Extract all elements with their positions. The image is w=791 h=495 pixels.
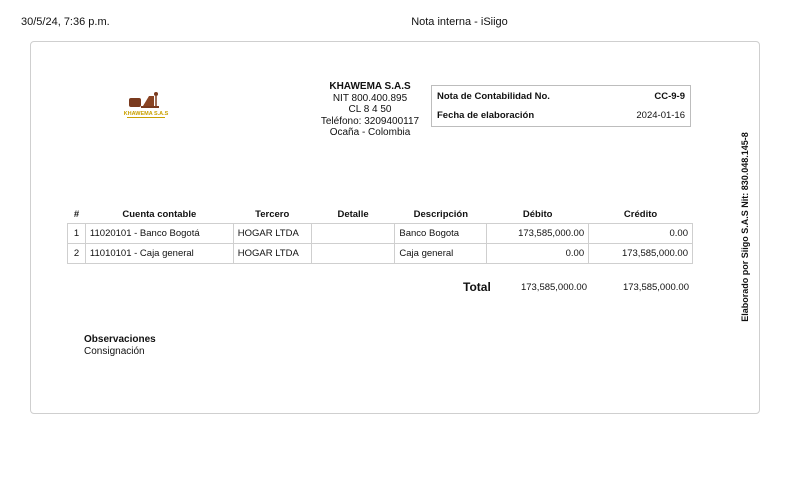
column-header: Tercero	[255, 208, 290, 220]
debit-cell: 173,585,000.00	[487, 224, 589, 244]
company-address: CL 8 4 50	[348, 104, 392, 115]
svg-text:KHAWEMA S.A.S: KHAWEMA S.A.S	[123, 111, 169, 117]
detail-cell	[311, 224, 395, 244]
voucher-type-label: Nota de Contabilidad No.	[437, 91, 550, 102]
table-header-row	[68, 205, 693, 224]
voucher-date-label: Fecha de elaboración	[437, 110, 535, 121]
page-title: Nota interna - iSiigo	[411, 16, 508, 28]
description-cell: Banco Bogota	[395, 224, 487, 244]
total-debit: 173,585,000.00	[520, 282, 587, 293]
third-party-cell: HOGAR LTDA	[233, 244, 311, 264]
column-header: Débito	[522, 208, 553, 220]
credit-cell: 173,585,000.00	[589, 244, 693, 264]
debit-cell: 0.00	[487, 244, 589, 264]
row-number: 2	[68, 244, 86, 264]
voucher-number: CC-9-9	[654, 91, 685, 102]
company-phone: Teléfono: 3209400117	[320, 115, 420, 127]
third-party-cell: HOGAR LTDA	[233, 224, 311, 244]
voucher-date: 2024-01-16	[636, 110, 685, 121]
company-city: Ocaña - Colombia	[329, 127, 411, 138]
table-row	[68, 244, 693, 264]
entries-table	[67, 205, 693, 264]
observations-label: Observaciones	[84, 334, 156, 345]
print-datetime: 30/5/24, 7:36 p.m.	[21, 16, 110, 28]
company-name: KHAWEMA S.A.S	[329, 81, 411, 92]
description-cell: Caja general	[395, 244, 487, 264]
company-nit: NIT 800.400.895	[332, 92, 408, 104]
account-cell: 11010101 - Caja general	[85, 244, 233, 264]
credit-cell: 0.00	[589, 224, 693, 244]
document-frame	[30, 41, 760, 414]
observations-text: Consignación	[84, 346, 145, 357]
row-number: 1	[68, 224, 86, 244]
total-label: Total	[463, 280, 491, 294]
voucher-info-box	[431, 85, 691, 127]
total-credit: 173,585,000.00	[622, 282, 689, 293]
detail-cell	[311, 244, 395, 264]
column-header: #	[73, 208, 80, 220]
table-row	[68, 224, 693, 244]
column-header: Crédito	[623, 208, 658, 220]
company-logo	[123, 90, 169, 122]
voucher-date-row	[437, 110, 685, 126]
company-info	[306, 81, 434, 139]
column-header: Cuenta contable	[122, 208, 197, 220]
column-header: Detalle	[337, 208, 369, 220]
column-header: Descripción	[413, 208, 469, 220]
account-cell: 11020101 - Banco Bogotá	[85, 224, 233, 244]
vertical-footer-text: Elaborado por Siigo S.A.S Nit: 830.048.145-8	[740, 132, 750, 322]
voucher-number-row	[437, 91, 685, 107]
